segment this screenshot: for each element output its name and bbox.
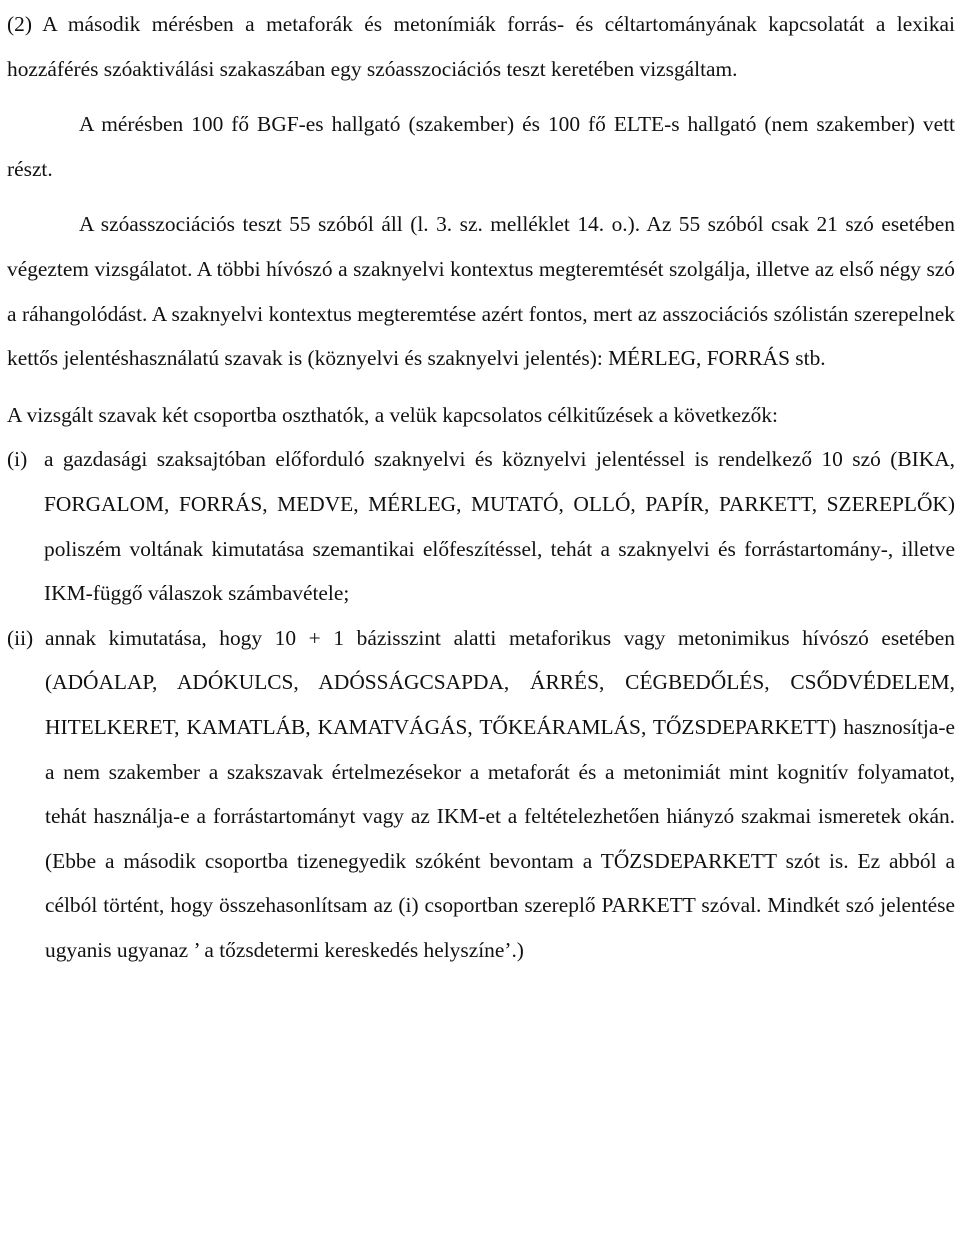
document-page: [7, 2, 955, 972]
list-marker: (i): [7, 447, 28, 472]
paragraph-goals-intro: A vizsgált szavak két csoportba oszthatók, a velük kapcsolatos célkitűzések a következők:: [7, 402, 779, 427]
list-item-text: a gazdasági szaksajtóban előforduló szaknyelvi és köznyelvi jelentéssel is rendelkező 10 szó (BIKA, FORGALOM, FORRÁS, MEDVE, MÉRLEG, MUTATÓ, OLLÓ, PAPÍR, PARKETT, SZEREPLŐK) poliszém voltának kimutatása szemantikai előfeszítéssel, tehát a szaknyelvi és forrástartomány-, illetve IKM-függő válaszok számbavétele;: [44, 447, 955, 606]
paragraph-second-measurement: (2) A második mérésben a metaforák és metonímiák forrás- és céltartományának kapcsolatát a lexikai hozzáférés szóaktiválási szakaszában egy szóasszociációs teszt keretében vizsgáltam.: [7, 12, 955, 81]
list-marker: (ii): [7, 625, 34, 650]
paragraph-participants: A mérésben 100 fő BGF-es hallgató (szakember) és 100 fő ELTE-s hallgató (nem szakember) vett részt.: [7, 112, 955, 181]
list-item-i: [7, 437, 955, 615]
paragraph-association-test: A szóasszociációs teszt 55 szóból áll (l. 3. sz. melléklet 14. o.). Az 55 szóból csak 21 szó esetében végeztem vizsgálatot. A többi hívószó a szaknyelvi kontextus megteremtését szolgálja, illetve az első négy szó a ráhangolódást. A szaknyelvi kontextus megteremtése azért fontos, mert az asszociációs szólistán szerepelnek kettős jelentéshasználatú szavak is (köznyelvi és szaknyelvi jelentés): MÉRLEG, FORRÁS stb.: [7, 212, 955, 371]
list-item-ii: [7, 616, 955, 973]
list-item-text: annak kimutatása, hogy 10 + 1 bázisszint alatti metaforikus vagy metonimikus hívószó esetében (ADÓALAP, ADÓKULCS, ADÓSSÁGCSAPDA, ÁRRÉS, CÉGBEDŐLÉS, CSŐDVÉDELEM, HITELKERET, KAMATLÁB, KAMATVÁGÁS, TŐKEÁRAMLÁS, TŐZSDEPARKETT) hasznosítja-e a nem szakember a szakszavak értelmezésekor a metaforát és a metonimiát mint kognitív folyamatot, tehát használja-e a forrástartományt vagy az IKM-et a feltételezhetően hiányzó szakmai ismeretek okán. (Ebbe a második csoportba tizenegyedik szóként bevontam a TŐZSDEPARKETT szót is. Ez abból a célból történt, hogy összehasonlítsam az (i) csoportban szereplő PARKETT szóval. Mindkét szó jelentése ugyanis ugyanaz ’ a tőzsdetermi kereskedés helyszíne’.): [45, 625, 955, 962]
